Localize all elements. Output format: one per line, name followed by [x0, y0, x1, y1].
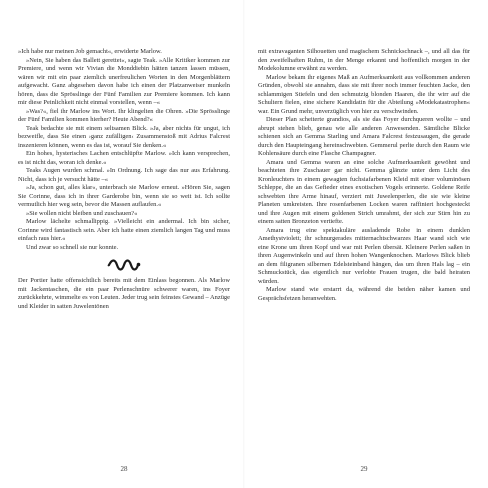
- paragraph: Dieser Plan scheiterte grandios, als sie das Foyer durchqueren wollte – und abrupt stehen blieb, genau wie alle anderen Anwesenden. Sämtliche Blicke schienen sich an Gemma Starling und Amara Falcrest festzusaugen, die gerade durch den Haupteingang hereinschwebten. Gemmerul perlte durch den Raum wie Kohlensäure durch eine Flasche Champagner.: [258, 116, 470, 157]
- section-divider: [18, 252, 230, 277]
- paragraph: Amara trug eine spektakuläre ausladende Robe in einem dunklen Amethystviolett; ihr schnurgerades mitternachtschwarzes Haar wand sich wie eine Krone um ihren Kopf und war mit Perlen übersät. Kleinere Perlen saßen in ihren Augenwinkeln und auf ihren hohen Wangenknochen. Marlows Blick blieb an dem filigranen silbernen Edelsteinband hängen, das um ihren Hals lag – ein Schmuckstück, das eigentlich nur verlobte Frauen trugen, die bald heiraten würden.: [258, 226, 470, 285]
- paragraph: Und zwar so schnell sie nur konnte.: [26, 243, 119, 251]
- left-page: [18, 48, 230, 473]
- paragraph: Marlow lächelte schmallippig. »Vielleicht ein andermal. Ich bin sicher, Corinne wird fantastisch sein. Aber ich hatte einen ziemlich langen Tag und muss einfach raus hier.«: [18, 218, 230, 242]
- paragraph: »Ich habe nur meinen Job gemacht«, erwiderte Marlow.: [18, 48, 162, 55]
- book-gutter: [243, 0, 245, 488]
- paragraph: Der Portier hatte offensichtlich bereits mit dem Einlass begonnen. Als Marlow mit Jackentaschen, die ein paar Perlenschnüre schwerer waren, ins Foyer zurückkehrte, wimmelte es von Leuten. Jeder trug sein feinstes Gewand – Anzüge und Kleider in satten Juwelentönen: [18, 277, 230, 310]
- paragraph: Teaks Augen wurden schmal. »In Ordnung. Ich sage das nur aus Erfahrung. Nicht, dass ich je versucht hätte –«: [18, 167, 230, 183]
- right-page: [258, 48, 470, 473]
- paragraph: mit extravaganten Silhouetten und magischem Schnickschnack –, und all das für den zweifelhaften Ruhm, in der Menge erkannt und hoffentlich morgen in der Modekolumne erwähnt zu werden.: [258, 48, 470, 72]
- page-number-right: 29: [360, 465, 368, 473]
- paragraph: Ein hohes, hysterisches Lachen entschlüpfte Marlow. »Ich kann versprechen, es ist nicht das, woran ich denke.«: [18, 150, 230, 166]
- snake-ornament-icon: [107, 259, 141, 271]
- paragraph: »Ja, schon gut, alles klar«, unterbrach sie Marlow erneut. »Hören Sie, sagen Sie Corinne, dass ich in ihrer Garderobe bin, wenn sie so weit ist. Ich sollte vermutlich hier weg sein, bevor die Massen auflaufen.«: [18, 184, 230, 208]
- left-page-text: [18, 48, 230, 311]
- right-page-text: [258, 48, 470, 303]
- paragraph: »Sie wollen nicht bleiben und zuschauen?«: [26, 209, 138, 217]
- paragraph: Teak bedachte sie mit einem seltsamen Blick. »Ja, aber nichts für ungut, ich bezweifle, dass Sie einen ›ganz zufälligen‹ Zusammenstoß mit Adrius Falcrest inszenieren können, wenn es das ist, worauf Sie denken.«: [18, 124, 230, 149]
- paragraph: »Was?«, fiel ihr Marlow ins Wort. Ihr klingelten die Ohren. »Die Sprösslinge der Fünf Familien kommen hierher? Heute Abend?«: [18, 107, 230, 123]
- paragraph: Marlow bekam ihr eigenes Maß an Aufmerksamkeit aus vollkommen anderen Gründen, obwohl sie annahm, dass sie mit ihrer noch immer feuchten Jacke, den schlammigen Stiefeln und den schmutzig blonden Haaren, die ihr wirr auf die Schultern fielen, eine sichere Kandidatin für die Abteilung »Modekatastrophen« war. Ein Grund mehr, unverzüglich von hier zu verschwinden.: [258, 73, 470, 115]
- paragraph: Marlow stand wie erstarrt da, während die beiden näher kamen und Gesprächsfetzen heranwehten.: [258, 286, 470, 302]
- paragraph: Amara und Gemma waren an eine solche Aufmerksamkeit gewöhnt und beachteten ihre Zuschauer gar nicht. Gemma glänzte unter dem Licht des Kronleuchters in einem gewagten fuchsiafarbenen Kleid mit einer voluminösen Schleppe, die an das Gefieder eines exotischen Vogels erinnerte. Goldene Reife schwebten ihre Arme hinauf, verziert mit Juwelenperlen, die sie wie kleine Planeten umkreisten. Ihre rosenfarbenen Locken waren raffiniert hochgesteckt und ihre Augen mit einem goldenen Strich umrahmt, der sich zur Stirn hin zu einem satten Bronzeton vertiefte.: [258, 158, 470, 225]
- paragraph: »Nein, Sie haben das Ballett gerettet«, sagte Teak. »Alle Kritiker kommen zur Premiere, und wenn wir Vivian die Monddiebin hätten tanzen lassen müssen, wären wir mit ein paar ziemlich unerfreulichen Worten in den Morgenblättern aufgewacht. Ganz abgesehen davon habe ich einen der Platzanweiser munkeln hören, dass die Sprösslinge der Fünf Familien zur Premiere kommen. Ich kann mir diese Peinlichkeit nicht einmal vorstellen, wenn –«: [18, 56, 230, 106]
- page-number-left: 28: [120, 465, 128, 473]
